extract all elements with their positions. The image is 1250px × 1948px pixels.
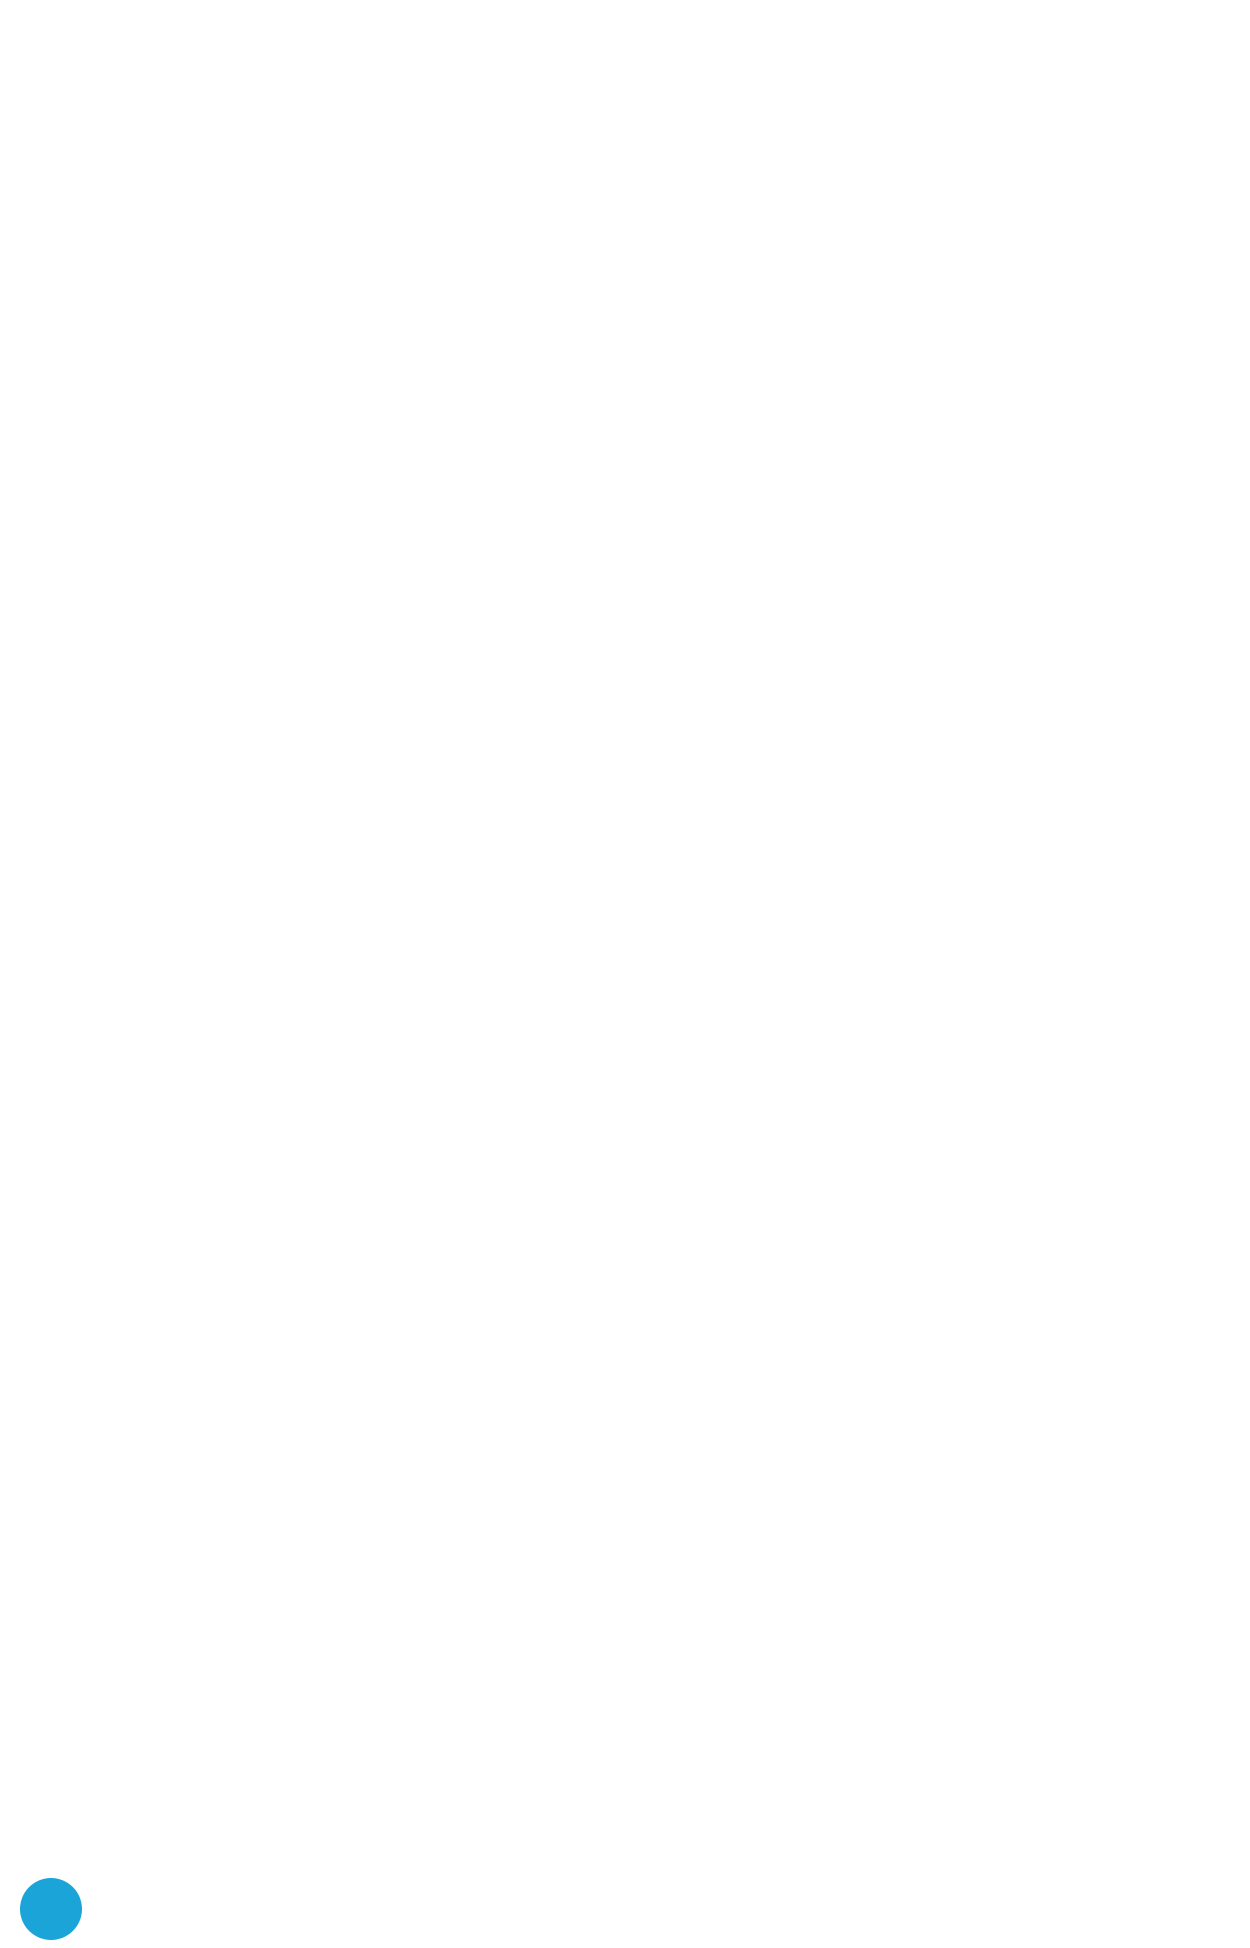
page-number [20,1878,82,1940]
answer-page [22,10,1230,68]
unit-title [22,37,1230,62]
